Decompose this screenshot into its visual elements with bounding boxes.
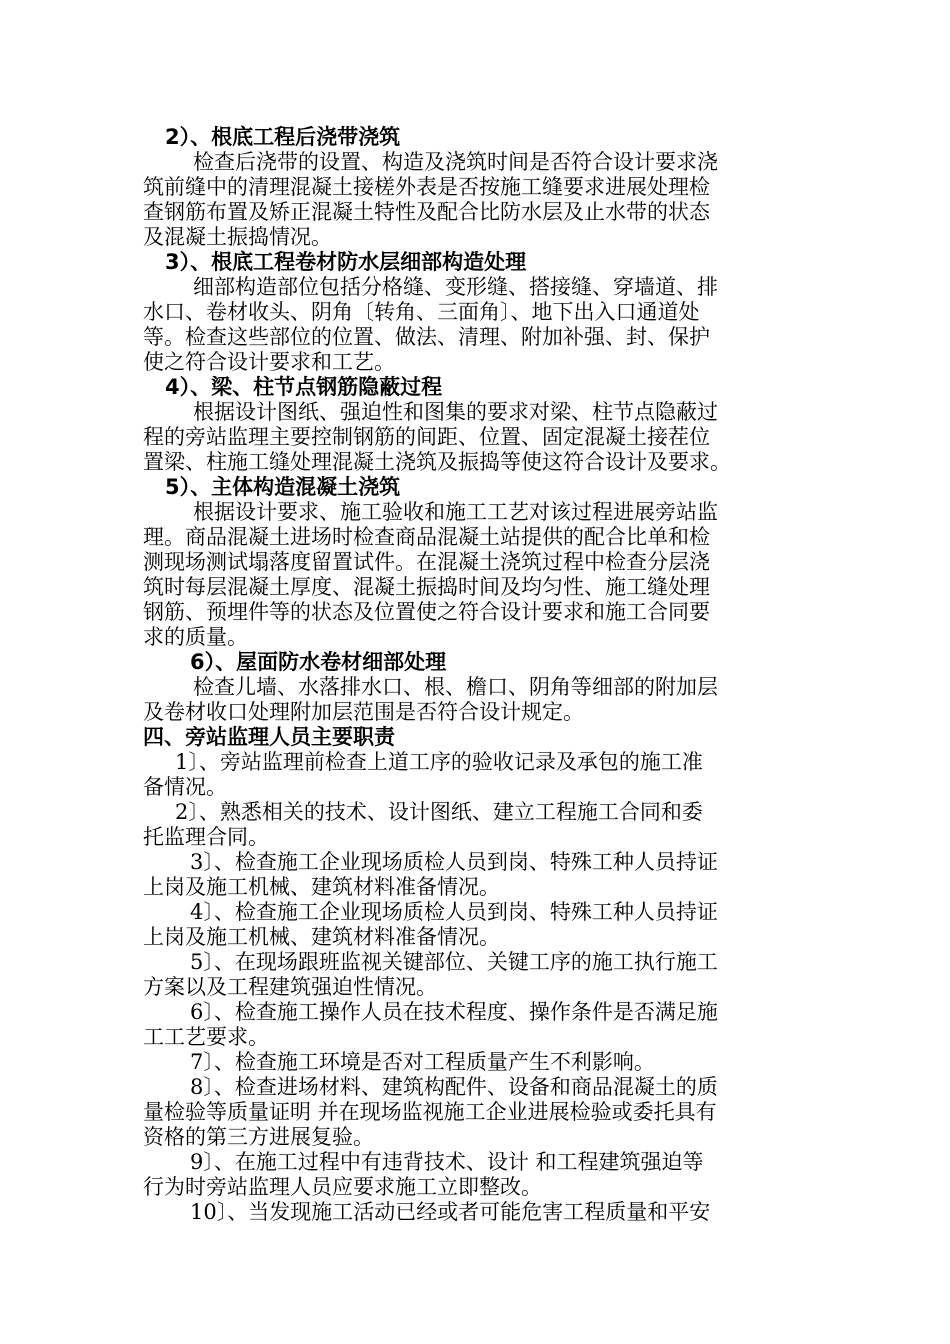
paragraph-line: 查钢筋布置及矫正混凝土特性及配合比防水层及止水带的状态 [143, 200, 710, 224]
duty-item-line: 8〕、检查进场材料、建筑构配件、设备和商品混凝土的质 [190, 1075, 718, 1099]
paragraph-line: 及混凝土振捣情况。 [143, 225, 332, 249]
paragraph-line: 细部构造部位包括分格缝、变形缝、搭接缝、穿墙道、排 [193, 275, 718, 299]
duty-item-line: 10〕、当发现施工活动已经或者可能危害工程质量和平安 [190, 1200, 711, 1224]
paragraph-line: 检查后浇带的设置、构造及浇筑时间是否符合设计要求浇 [193, 150, 718, 174]
paragraph-line: 求的质量。 [143, 625, 248, 649]
duty-item-line: 9〕、在施工过程中有违背技术、设计 和工程建筑强迫等 [190, 1150, 704, 1174]
paragraph-line: 根据设计要求、施工验收和施工工艺对该过程进展旁站监 [193, 500, 718, 524]
paragraph-line: 钢筋、预埋件等的状态及位置使之符合设计要求和施工合同要 [143, 600, 710, 624]
paragraph-line: 理。商品混凝土进场时检查商品混凝土站提供的配合比单和检 [143, 525, 710, 549]
duty-item-line: 上岗及施工机械、建筑材料准备情况。 [143, 875, 500, 899]
duty-item-line: 托监理合同。 [143, 825, 269, 849]
section-heading: 2）、根底工程后浇带浇筑 [165, 125, 401, 149]
duty-item-line: 6〕、检查施工操作人员在技术程度、操作条件是否满足施 [190, 1000, 718, 1024]
duty-item-line: 行为时旁站监理人员应要求施工立即整改。 [143, 1175, 542, 1199]
paragraph-line: 置梁、柱施工缝处理混凝土浇筑及振捣等使这符合设计及要求。 [143, 450, 731, 474]
section-heading: 5）、主体构造混凝土浇筑 [165, 475, 401, 499]
duty-item-line: 备情况。 [143, 775, 227, 799]
chapter-heading: 四、旁站监理人员主要职责 [143, 725, 395, 749]
duty-item-line: 上岗及施工机械、建筑材料准备情况。 [143, 925, 500, 949]
paragraph-line: 根据设计图纸、强迫性和图集的要求对梁、柱节点隐蔽过 [193, 400, 718, 424]
paragraph-line: 筑时每层混凝土厚度、混凝土振捣时间及均匀性、施工缝处理 [143, 575, 710, 599]
duty-item-line: 7〕、检查施工环境是否对工程质量产生不利影响。 [190, 1050, 655, 1074]
duty-item-line: 1〕、旁站监理前检查上道工序的验收记录及承包的施工准 [175, 750, 703, 774]
duty-item-line: 5〕、在现场跟班监视关键部位、关键工序的施工执行施工 [190, 950, 718, 974]
paragraph-line: 等。检查这些部位的位置、做法、清理、附加补强、封、保护 [143, 325, 710, 349]
section-heading: 4）、梁、柱节点钢筋隐蔽过程 [165, 375, 443, 399]
duty-item-line: 工工艺要求。 [143, 1025, 269, 1049]
paragraph-line: 及卷材收口处理附加层范围是否符合设计规定。 [143, 700, 584, 724]
paragraph-line: 程的旁站监理主要控制钢筋的间距、位置、固定混凝土接茬位 [143, 425, 710, 449]
duty-item-line: 量检验等质量证明 并在现场监视施工企业进展检验或委托具有 [143, 1100, 717, 1124]
paragraph-line: 测现场测试塌落度留置试件。在混凝土浇筑过程中检查分层浇 [143, 550, 710, 574]
duty-item-line: 2〕、熟悉相关的技术、设计图纸、建立工程施工合同和委 [175, 800, 703, 824]
paragraph-line: 水口、卷材收头、阴角〔转角、三面角〕、地下出入口通道处 [143, 300, 700, 324]
paragraph-line: 使之符合设计要求和工艺。 [143, 350, 395, 374]
paragraph-line: 检查儿墙、水落排水口、根、檐口、阴角等细部的附加层 [193, 675, 718, 699]
duty-item-line: 4〕、检查施工企业现场质检人员到岗、特殊工种人员持证 [190, 900, 718, 924]
section-heading: 3）、根底工程卷材防水层细部构造处理 [165, 250, 527, 274]
section-heading: 6）、屋面防水卷材细部处理 [190, 650, 447, 674]
paragraph-line: 筑前缝中的清理混凝土接槎外表是否按施工缝要求进展处理检 [143, 175, 710, 199]
duty-item-line: 方案以及工程建筑强迫性情况。 [143, 975, 437, 999]
duty-item-line: 3〕、检查施工企业现场质检人员到岗、特殊工种人员持证 [190, 850, 718, 874]
duty-item-line: 资格的第三方进展复验。 [143, 1125, 374, 1149]
